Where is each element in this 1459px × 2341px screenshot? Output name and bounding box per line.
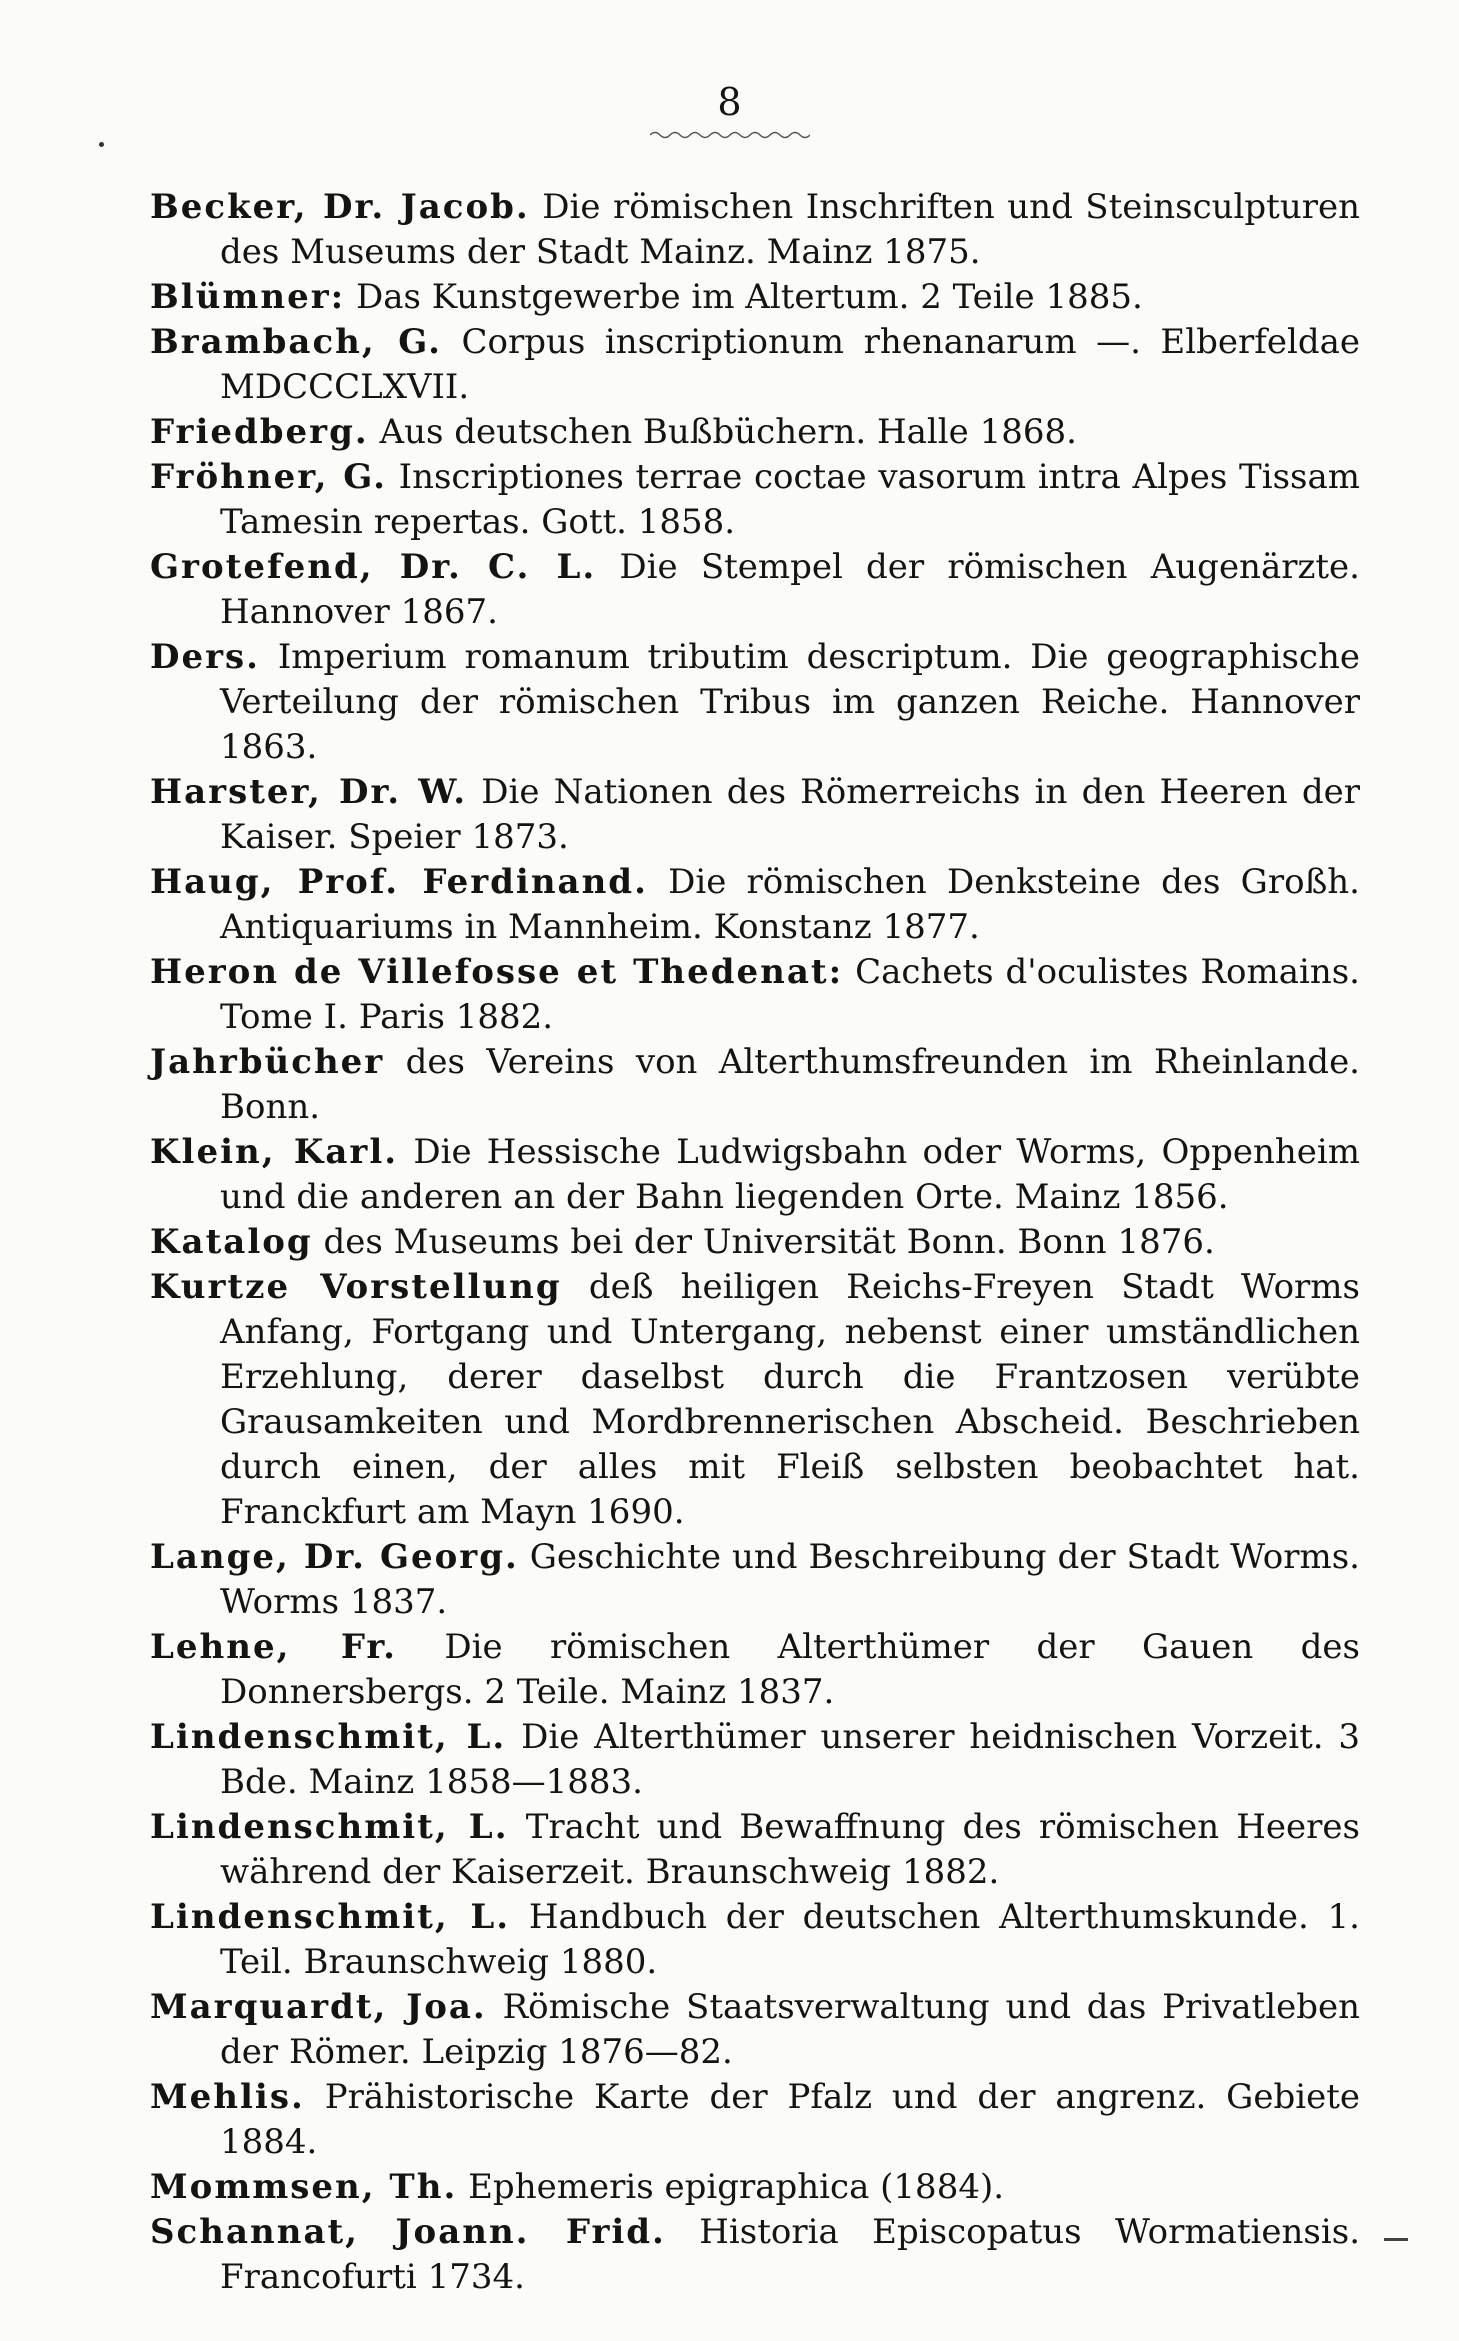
bibliography-entry [150, 860, 1360, 950]
entry-text: deß heiligen Reichs-Freyen Stadt Worms Anfang, Fortgang und Untergang, nebenst einer umständlichen Erzehlung, derer daselbst durch die Frantzosen verübte Grausamkeiten und Mordbrennerischen Abscheid. Beschrieben durch einen, der alles mit Fleiß selbsten beobachtet hat. Franckfurt am Mayn 1690. [220, 1267, 1360, 1532]
entry-author: Lehne, Fr. [150, 1627, 397, 1667]
bibliography-entry [150, 320, 1360, 410]
entry-author: Becker, Dr. Jacob. [150, 187, 530, 227]
bibliography-entry [150, 1715, 1360, 1805]
entry-text: des Vereins von Alterthumsfreunden im Rheinlande. Bonn. [220, 1042, 1360, 1127]
entry-text: des Museums bei der Universität Bonn. Bonn 1876. [323, 1222, 1215, 1262]
entry-text: Die Hessische Ludwigsbahn oder Worms, Oppenheim und die anderen an der Bahn liegenden Orte. Mainz 1856. [220, 1132, 1361, 1217]
bibliography-entry [150, 1895, 1360, 1985]
entry-author: Fröhner, G. [150, 457, 387, 497]
bibliography-entry [150, 950, 1360, 1040]
entry-text: Die römischen Inschriften und Steinsculpturen des Museums der Stadt Mainz. Mainz 1875. [220, 187, 1361, 272]
entry-author: Lindenschmit, L. [150, 1717, 507, 1757]
entry-text: Die Nationen des Römerreichs in den Heeren der Kaiser. Speier 1873. [220, 772, 1360, 857]
stray-dot [99, 142, 104, 147]
entry-text: Historia Episcopatus Wormatiensis. Francofurti 1734. [220, 2212, 1361, 2297]
entry-author: Haug, Prof. Ferdinand. [150, 862, 648, 902]
entry-text: Die Stempel der römischen Augenärzte. Hannover 1867. [220, 547, 1360, 632]
ornament-rule [650, 128, 810, 142]
entry-author: Lindenschmit, L. [150, 1807, 509, 1847]
entry-text: Prähistorische Karte der Pfalz und der angrenz. Gebiete 1884. [220, 2077, 1360, 2162]
bibliography-entry [150, 770, 1360, 860]
entry-author: Harster, Dr. W. [150, 772, 468, 812]
entry-author: Blümner: [150, 277, 346, 317]
entry-author: Marquardt, Joa. [150, 1987, 487, 2027]
entry-text: Tracht und Bewaffnung des römischen Heeres während der Kaiserzeit. Braunschweig 1882. [220, 1807, 1361, 1892]
entry-text: Die Alterthümer unserer heidnischen Vorzeit. 3 Bde. Mainz 1858—1883. [220, 1717, 1360, 1802]
entry-author: Katalog [150, 1222, 313, 1262]
page-number: 8 [717, 80, 742, 124]
entry-text: Handbuch der deutschen Alterthumskunde. 1. Teil. Braunschweig 1880. [220, 1897, 1360, 1982]
entry-text: Cachets d'oculistes Romains. Tome I. Paris 1882. [220, 952, 1360, 1037]
entry-author: Ders. [150, 637, 261, 677]
bibliography-entry [150, 1040, 1360, 1130]
bibliography-entry [150, 545, 1360, 635]
margin-dash [1384, 2238, 1408, 2241]
bibliography-entry [150, 2165, 1360, 2210]
bibliography-entry [150, 1130, 1360, 1220]
bibliography-list [150, 185, 1360, 2300]
entry-author: Mehlis. [150, 2077, 305, 2117]
bibliography-entry [150, 1535, 1360, 1625]
entry-author: Friedberg. [150, 412, 369, 452]
entry-text: Die römischen Denksteine des Großh. Antiquariums in Mannheim. Konstanz 1877. [220, 862, 1360, 947]
entry-text: Die römischen Alterthümer der Gauen des Donnersbergs. 2 Teile. Mainz 1837. [220, 1627, 1360, 1712]
entry-author: Kurtze Vorstellung [150, 1267, 562, 1307]
bibliography-entry [150, 410, 1360, 455]
entry-text: Geschichte und Beschreibung der Stadt Worms. Worms 1837. [220, 1537, 1360, 1622]
bibliography-entry [150, 455, 1360, 545]
entry-author: Klein, Karl. [150, 1132, 399, 1172]
entry-author: Lindenschmit, L. [150, 1897, 511, 1937]
entry-author: Brambach, G. [150, 322, 442, 362]
entry-author: Lange, Dr. Georg. [150, 1537, 519, 1577]
bibliography-entry [150, 1625, 1360, 1715]
bibliography-entry [150, 2210, 1360, 2300]
bibliography-entry [150, 1985, 1360, 2075]
bibliography-entry [150, 1265, 1360, 1535]
entry-text: Ephemeris epigraphica (1884). [468, 2167, 1005, 2207]
bibliography-entry [150, 2075, 1360, 2165]
entry-author: Grotefend, Dr. C. L. [150, 547, 597, 587]
entry-text: Inscriptiones terrae coctae vasorum intra Alpes Tissam Tamesin repertas. Gott. 1858. [220, 457, 1360, 542]
bibliography-entry [150, 635, 1360, 770]
entry-author: Heron de Villefosse et Thedenat: [150, 952, 844, 992]
bibliography-entry [150, 1805, 1360, 1895]
bibliography-entry [150, 185, 1360, 275]
entry-text: Aus deutschen Bußbüchern. Halle 1868. [379, 412, 1077, 452]
entry-text: Corpus inscriptionum rhenanarum —. Elberfeldae MDCCCLXVII. [220, 322, 1360, 407]
entry-author: Jahrbücher [150, 1042, 385, 1082]
bibliography-entry [150, 1220, 1360, 1265]
bibliography-entry [150, 275, 1360, 320]
entry-text: Das Kunstgewerbe im Altertum. 2 Teile 1885. [355, 277, 1143, 317]
entry-text: Imperium romanum tributim descriptum. Die geographische Verteilung der römischen Tribus im ganzen Reiche. Hannover 1863. [220, 637, 1360, 767]
entry-author: Schannat, Joann. Frid. [150, 2212, 666, 2252]
entry-author: Mommsen, Th. [150, 2167, 458, 2207]
entry-text: Römische Staatsverwaltung und das Privatleben der Römer. Leipzig 1876—82. [220, 1987, 1360, 2072]
